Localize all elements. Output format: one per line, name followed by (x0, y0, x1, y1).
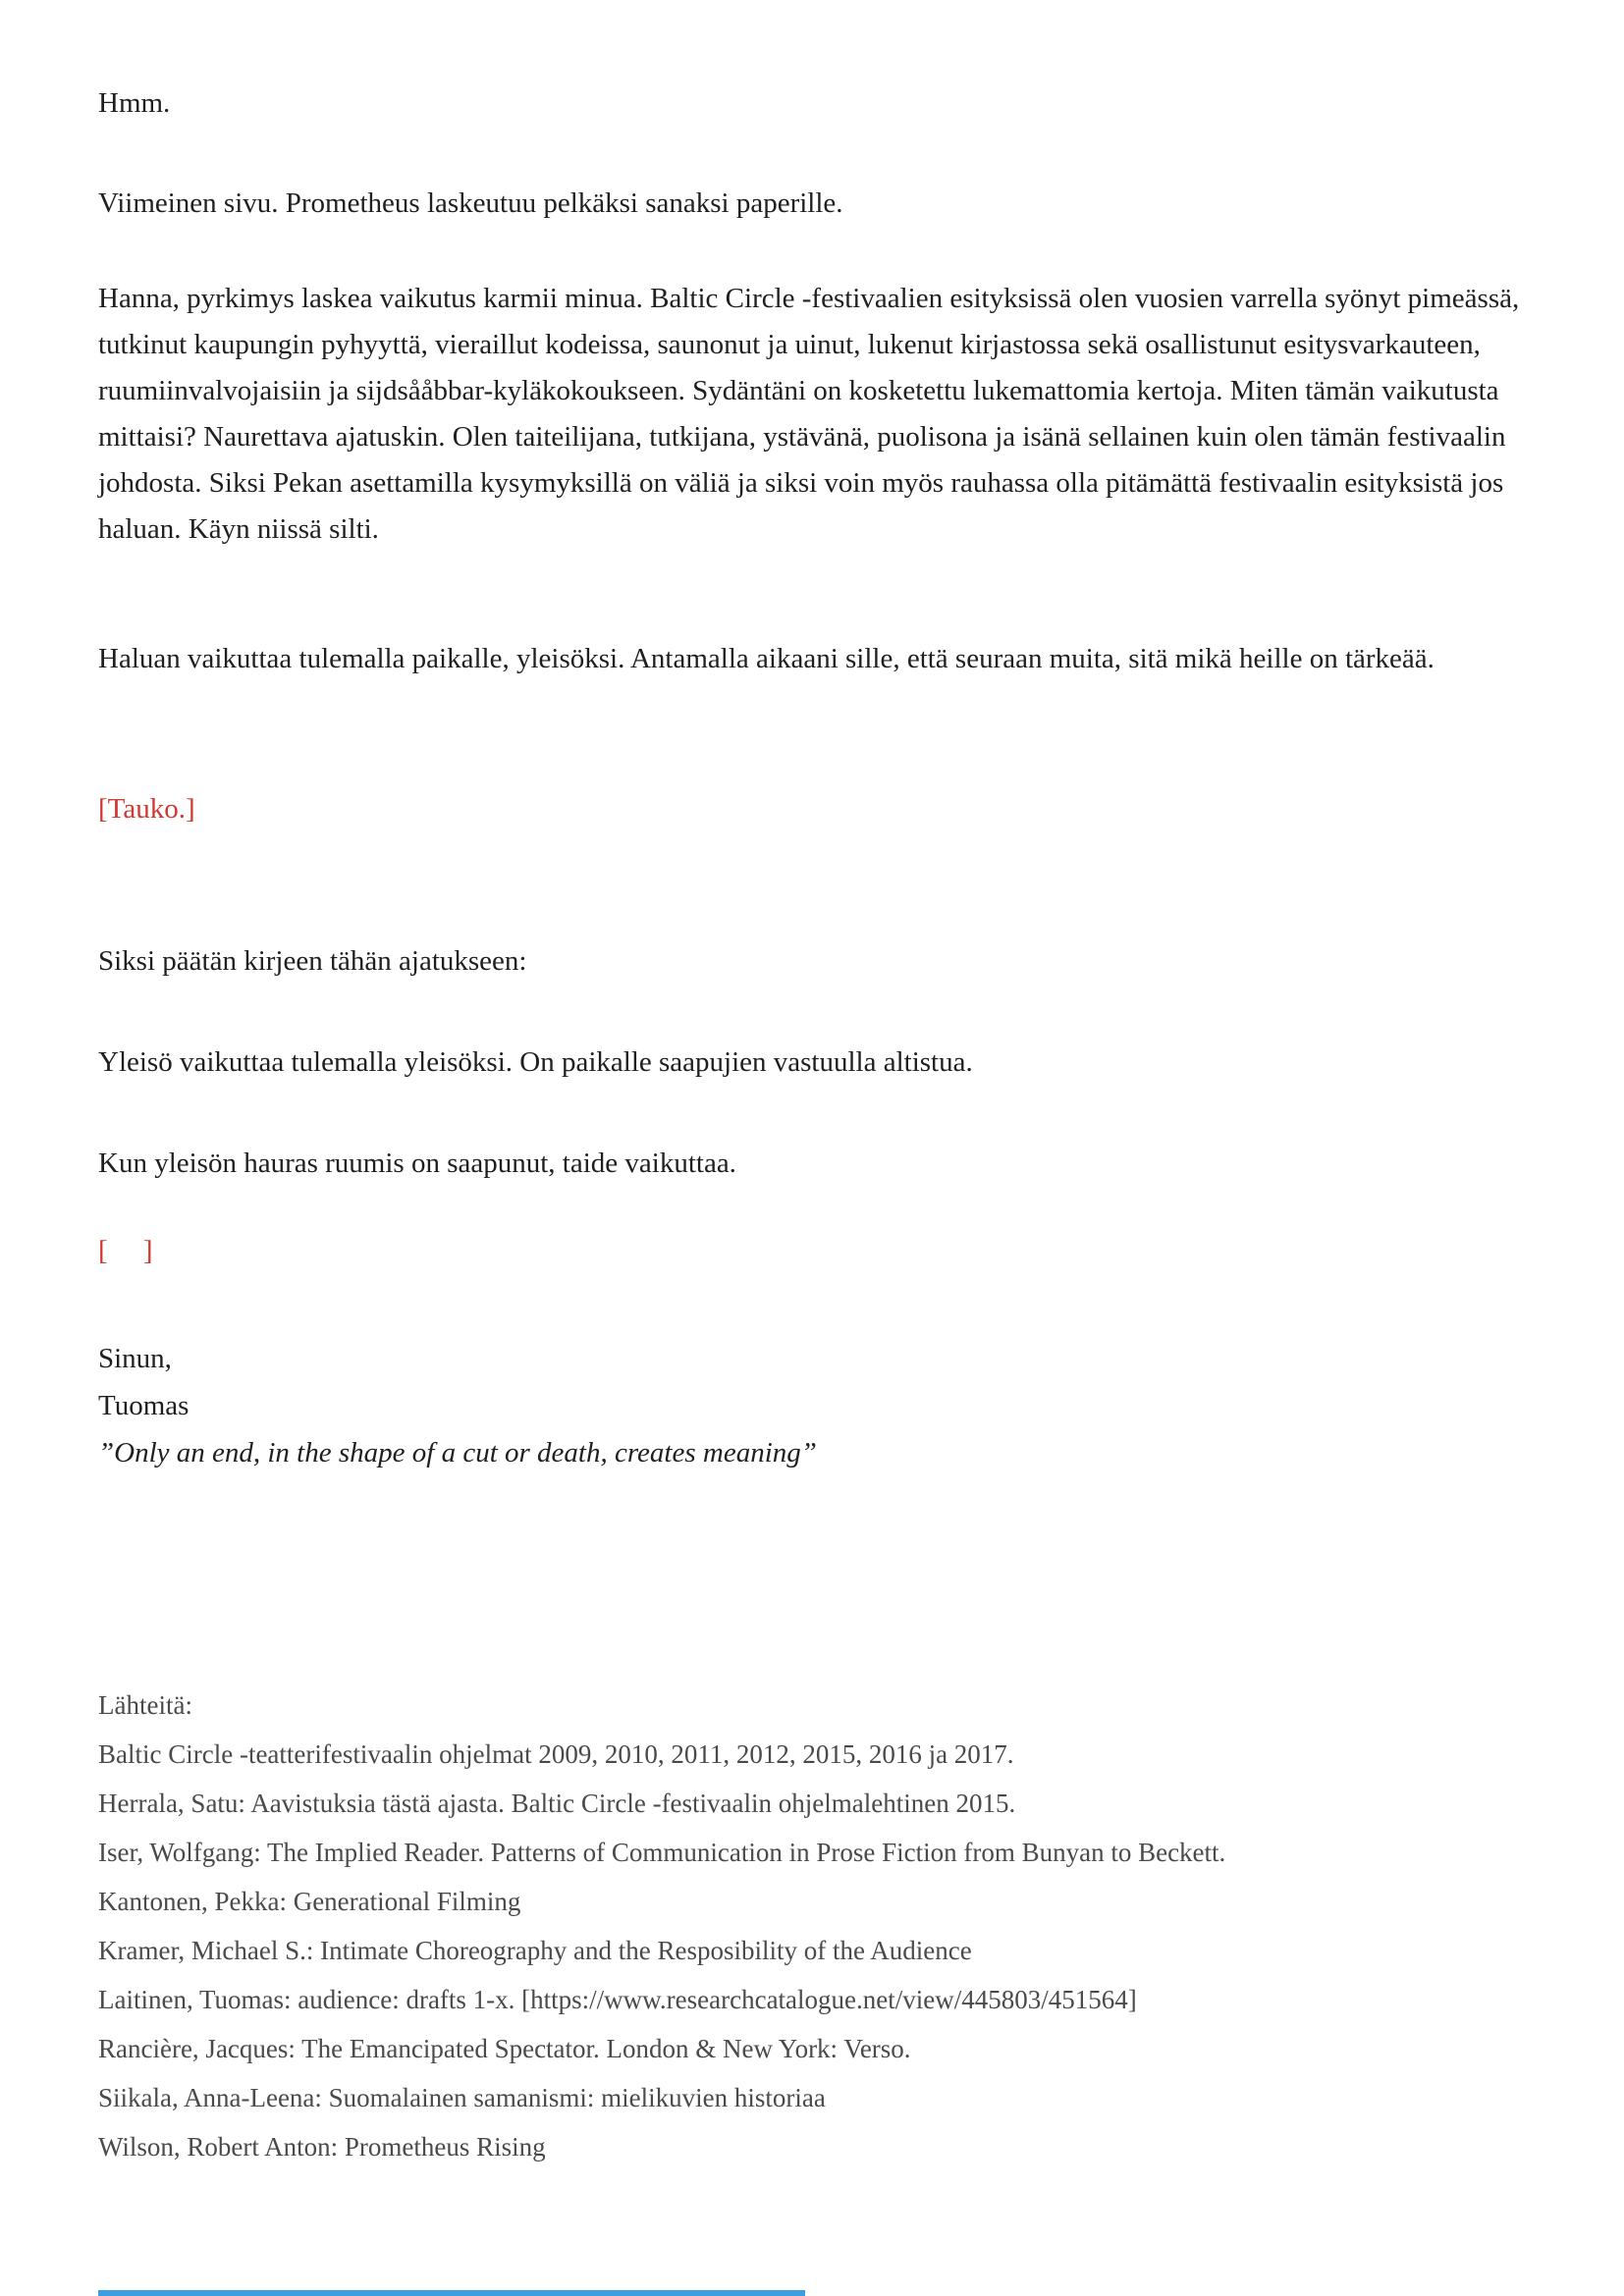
stage-direction-pause: [Tauko.] (98, 793, 195, 825)
sources-heading: Lähteitä: (98, 1690, 192, 1720)
body-statement: Kun yleisön hauras ruumis on saapunut, taide vaikuttaa. (98, 1148, 736, 1179)
source-item: Baltic Circle -teatterifestivaalin ohjelmat 2009, 2010, 2011, 2012, 2015, 2016 ja 2017. (98, 1739, 1014, 1769)
opening-line: Viimeinen sivu. Prometheus laskeutuu pelkäksi sanaksi paperille. (98, 187, 843, 219)
main-paragraph: Hanna, pyrkimys laskea vaikutus karmii minua. Baltic Circle -festivaalien esityksissä olen vuosien varrella syönyt pimeässä, tutkinut kaupungin pyhyyttä, vieraillut kodeissa, saunonut ja uinut, lukenut kirjastossa sekä osallistunut esitysvarkauteen, ruumiinvalvojaisiin ja sijdsååbbar-kyläkokoukseen. Sydäntäni on kosketettu lukemattomia kertoja. Miten tämän vaikutusta mittaisi? Naurettava ajatuskin. Olen taiteilijana, tutkijana, ystävänä, puolisona ja isänä sellainen kuin olen tämän festivaalin johdosta. Siksi Pekan asettamilla kysymyksillä on väliä ja siksi voin myös rauhassa olla pitämättä festivaalin esityksistä jos haluan. Käyn niissä silti. (98, 283, 1520, 545)
closing-thought-intro: Siksi päätän kirjeen tähän ajatukseen: (98, 945, 527, 977)
bottom-page-edge-bar (98, 2290, 805, 2296)
closing-quote: ”Only an end, in the shape of a cut or death, creates meaning” (98, 1437, 817, 1468)
source-item: Iser, Wolfgang: The Implied Reader. Patterns of Communication in Prose Fiction from Bunyan to Beckett. (98, 1838, 1226, 1867)
empty-stage-direction-brackets: [ ] (98, 1235, 153, 1266)
source-item: Herrala, Satu: Aavistuksia tästä ajasta. Baltic Circle -festivaalin ohjelmalehtinen 2015. (98, 1789, 1016, 1818)
source-item: Wilson, Robert Anton: Prometheus Rising (98, 2132, 546, 2162)
signature-block (98, 1335, 1530, 1476)
source-item: Kramer, Michael S.: Intimate Choreography and the Resposibility of the Audience (98, 1936, 972, 1965)
closing-salutation: Sinun, (98, 1343, 172, 1374)
signature-name: Tuomas (98, 1390, 189, 1421)
coming-paragraph: Haluan vaikuttaa tulemalla paikalle, yleisöksi. Antamalla aikaani sille, että seuraan muita, sitä mikä heille on tärkeää. (98, 643, 1435, 674)
source-item: Laitinen, Tuomas: audience: drafts 1-x. [https://www.researchcatalogue.net/view/445803/451564] (98, 1985, 1137, 2014)
source-item: Rancière, Jacques: The Emancipated Spectator. London & New York: Verso. (98, 2034, 911, 2063)
source-item: Siikala, Anna-Leena: Suomalainen samanismi: mielikuvien historiaa (98, 2083, 826, 2112)
interjection-line: Hmm. (98, 87, 171, 119)
source-item: Kantonen, Pekka: Generational Filming (98, 1887, 521, 1916)
audience-statement: Yleisö vaikuttaa tulemalla yleisöksi. On paikalle saapujien vastuulla altistua. (98, 1046, 973, 1078)
letter-body (98, 80, 1530, 1476)
sources-list (98, 1681, 1530, 2171)
